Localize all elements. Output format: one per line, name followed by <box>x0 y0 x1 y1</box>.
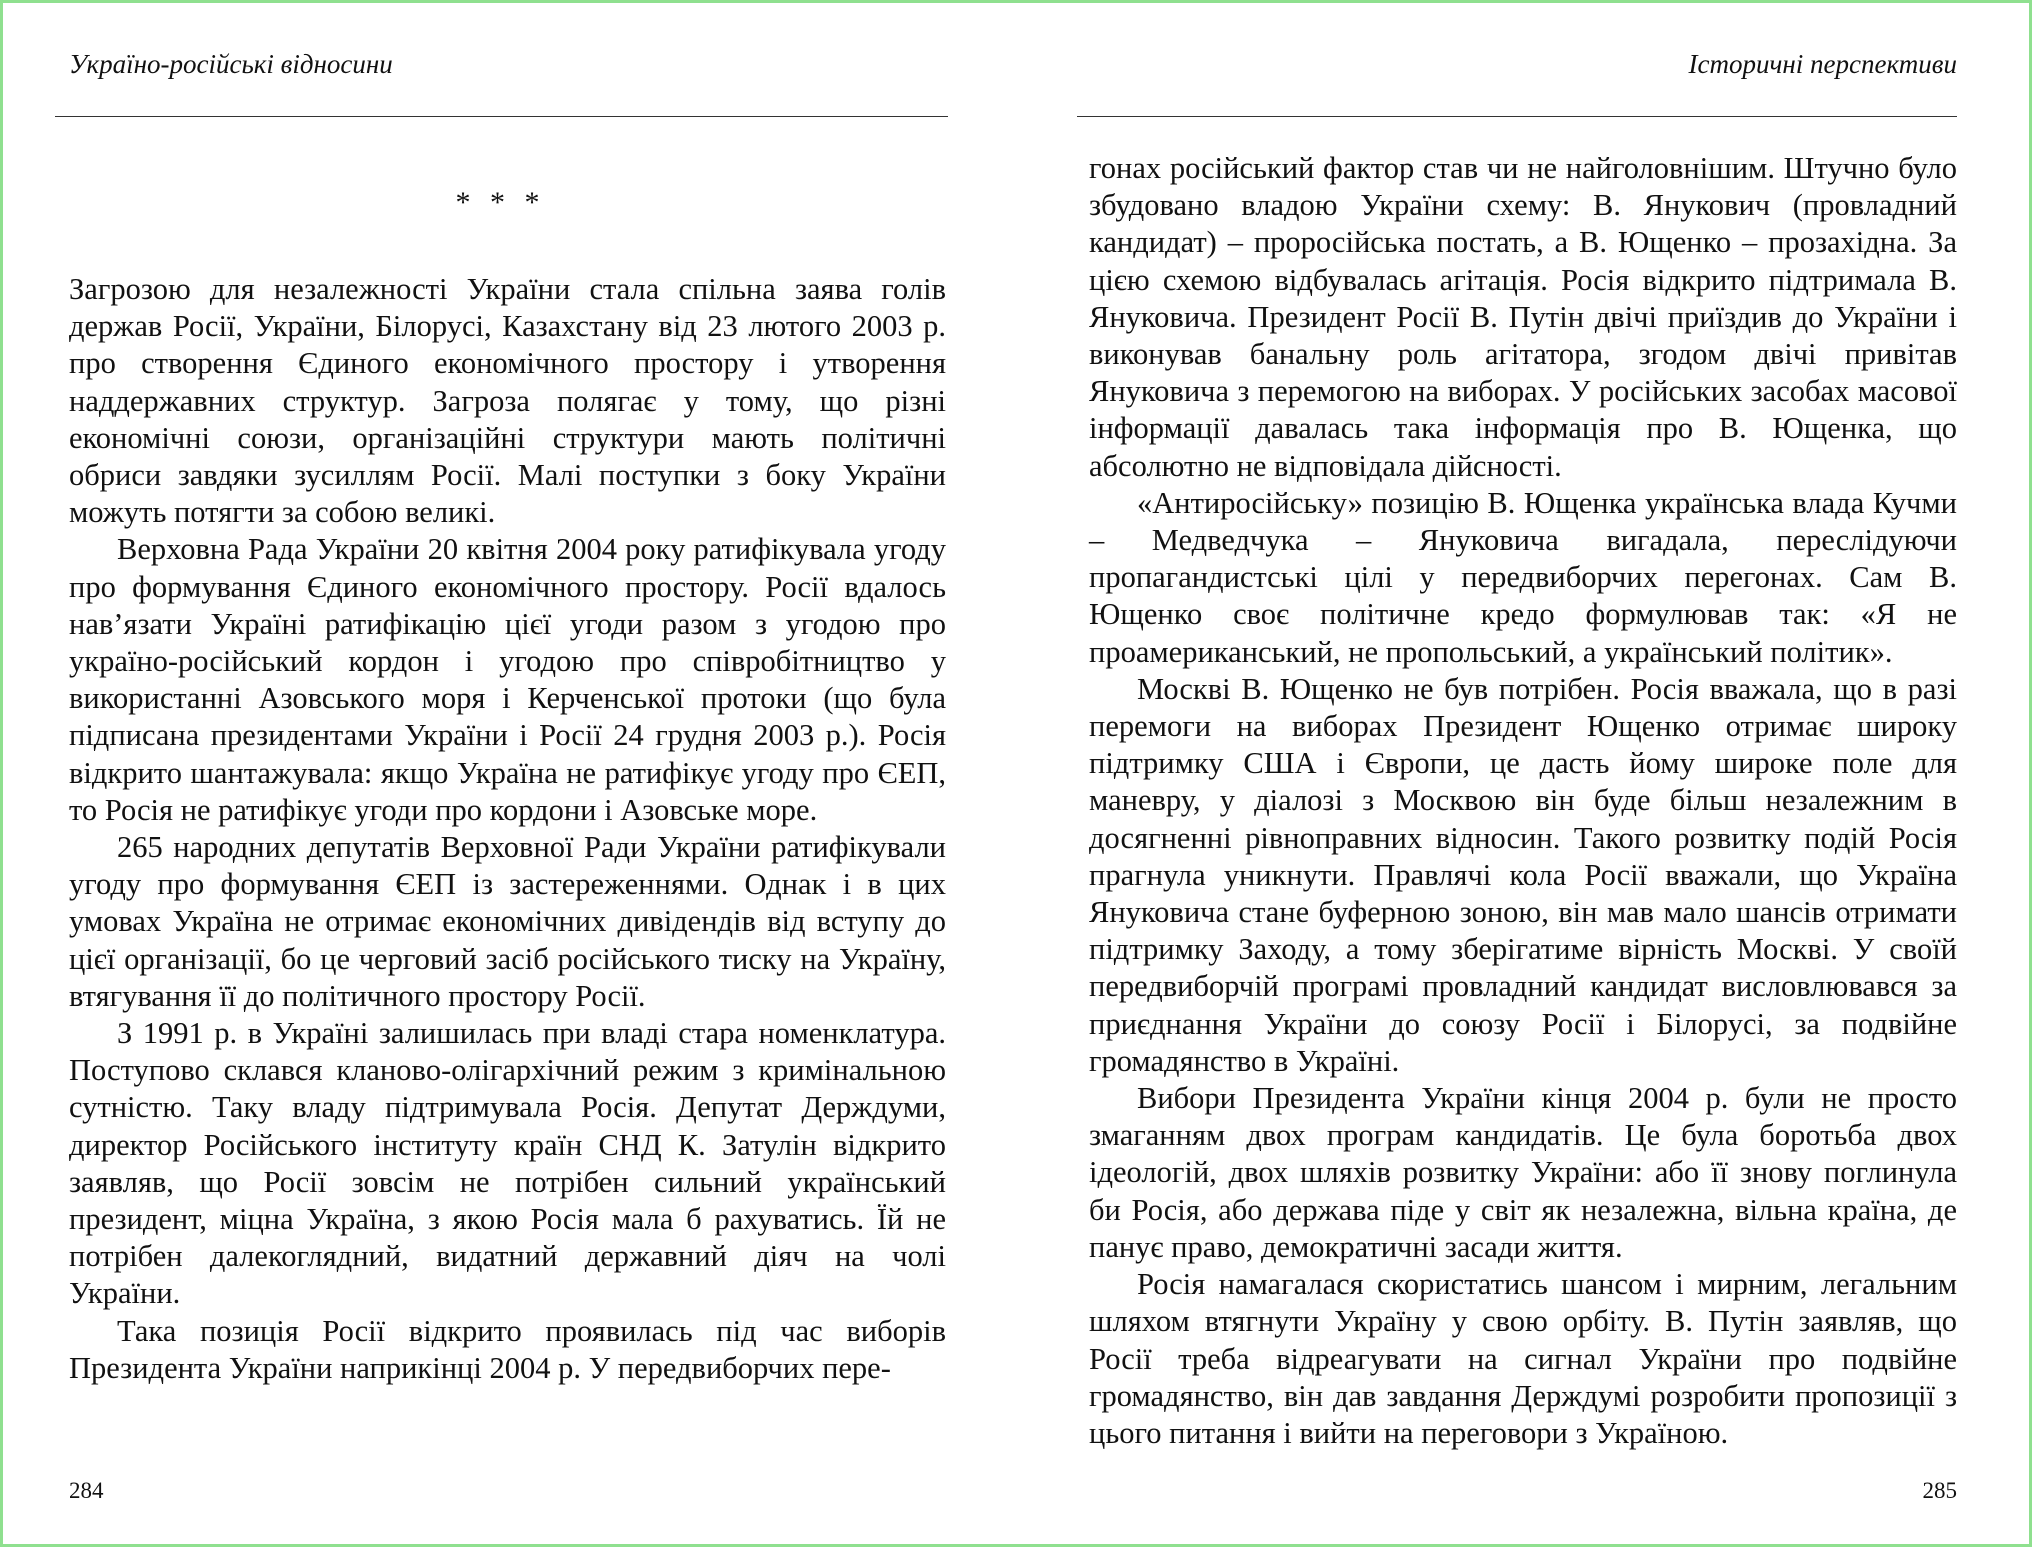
left-header-rule <box>55 116 948 117</box>
right-page-number: 285 <box>1922 1478 1957 1503</box>
left-running-head: Україно-російські відносини <box>69 49 393 79</box>
right-header-rule <box>1077 116 1957 117</box>
paragraph: Верховна Рада України 20 квітня 2004 року ратифікувала угоду про формування Єдиного економічного простору. Росії вдалось нав’язати Україні ратифікацію цієї угоди разом з угодою про україно-російський кордон і угодою про співробітництво у використанні Азовського моря і Керченської протоки (що була підписана президентами України і Росії 24 грудня 2003 р.). Росія відкрито шантажувала: якщо Україна не ратифікує угоду про ЄЕП, то Росія не ратифікує угоди про кордони і Азовське море. <box>69 532 946 827</box>
paragraph: «Антиросійську» позицію В. Ющенка українська влада Кучми – Медведчука – Януковича вигадала, переслідуючи пропагандистські цілі у передвиборчих перегонах. Сам В. Ющенко своє політичне кредо формулював так: «Я не проамериканський, не пропольський, а український політик». <box>1089 485 1957 669</box>
section-separator: * * * <box>455 186 546 219</box>
left-page <box>53 3 948 1550</box>
right-running-head: Історичні перспективи <box>1688 49 1957 79</box>
right-page <box>1089 3 1957 1550</box>
left-body-text <box>69 271 946 1387</box>
paragraph: Вибори Президента України кінця 2004 р. були не просто змаганням двох програм кандидатів. Це була боротьба двох ідеологій, двох шляхів розвитку України: або її знову поглинула би Росія, або держава піде у світ як незалежна, вільна країна, де панує право, демократичні засади життя. <box>1089 1081 1957 1264</box>
paragraph: З 1991 р. в Україні залишилась при владі стара номенклатура. Поступово склався клановo-олігархічний режим з кримінальною сутністю. Таку владу підтримувала Росія. Депутат Держдуми, директор Російського інституту країн СНД К. Затулін відкрито заявляв, що Росії зовсім не потрібен сильний український президент, міцна Україна, з якою Росія мала б рахуватись. Їй не потрібен далекоглядний, видатний державний діяч на чолі України. <box>69 1016 946 1311</box>
left-page-number: 284 <box>69 1478 104 1503</box>
paragraph: 265 народних депутатів Верховної Ради України ратифікували угоду про формування ЄЕП із застереженнями. Однак і в цих умовах Україна не отримає економічних дивідендів від вступу до цієї організації, бо це черговий засіб російського тиску на Україну, втягування її до політичного простору Росії. <box>69 830 946 1013</box>
paragraph: Така позиція Росії відкрито проявилась під час виборів Президента України наприкінці 2004 р. У передвиборчих пере- <box>69 1313 946 1385</box>
paragraph: гонах російський фактор став чи не найголовнішим. Штучно було збудовано владою України схему: В. Янукович (провладний кандидат) – проросійська постать, а В. Ющенко – прозахідна. За цією схемою відбувалась агітація. Росія відкрито підтримала В. Януковича. Президент Росії В. Путін двічі приїздив до України і виконував банальну роль агітатора, згодом двічі привітав Януковича з перемогою на виборах. У російських засобах масової інформації давалась така інформація про В. Ющенка, що абсолютно не відповідала дійсності. <box>1089 151 1957 483</box>
paragraph: Загрозою для незалежності України стала спільна заява голів держав Росії, України, Білорусі, Казахстану від 23 лютого 2003 р. про створення Єдиного економічного простору і утворення наддержавних структур. Загроза полягає у тому, що різні економічні союзи, організаційні структури мають політичні обриси завдяки зусиллям Росії. Малі поступки з боку України можуть потягти за собою великі. <box>69 272 946 530</box>
right-body-text <box>1089 150 1957 1452</box>
paragraph: Москві В. Ющенко не був потрібен. Росія вважала, що в разі перемоги на виборах Президент Ющенко отримає широку підтримку США і Європи, це дасть йому широке поле для маневру, у діалозі з Москвою він буде більш незалежним в досягненні рівноправних відносин. Такого розвитку подій Росія прагнула уникнути. Правлячі кола Росії вважали, що Україна Януковича стане буферною зоною, він мав мало шансів отримати підтримку Заходу, а тому зберігатиме вірність Москві. У своїй передвиборчій програмі провладний кандидат висловлювався за приєднання України до союзу Росії і Білорусі, за подвійне громадянство в Україні. <box>1089 671 1957 1078</box>
paragraph: Росія намагалася скористатись шансом і мирним, легальним шляхом втягнути Україну у свою орбіту. В. Путін заявляв, що Росії треба відреагувати на сигнал України про подвійне громадянство, він дав завдання Держдумі розробити пропозиції з цього питання і вийти на переговори з Україною. <box>1089 1267 1957 1450</box>
